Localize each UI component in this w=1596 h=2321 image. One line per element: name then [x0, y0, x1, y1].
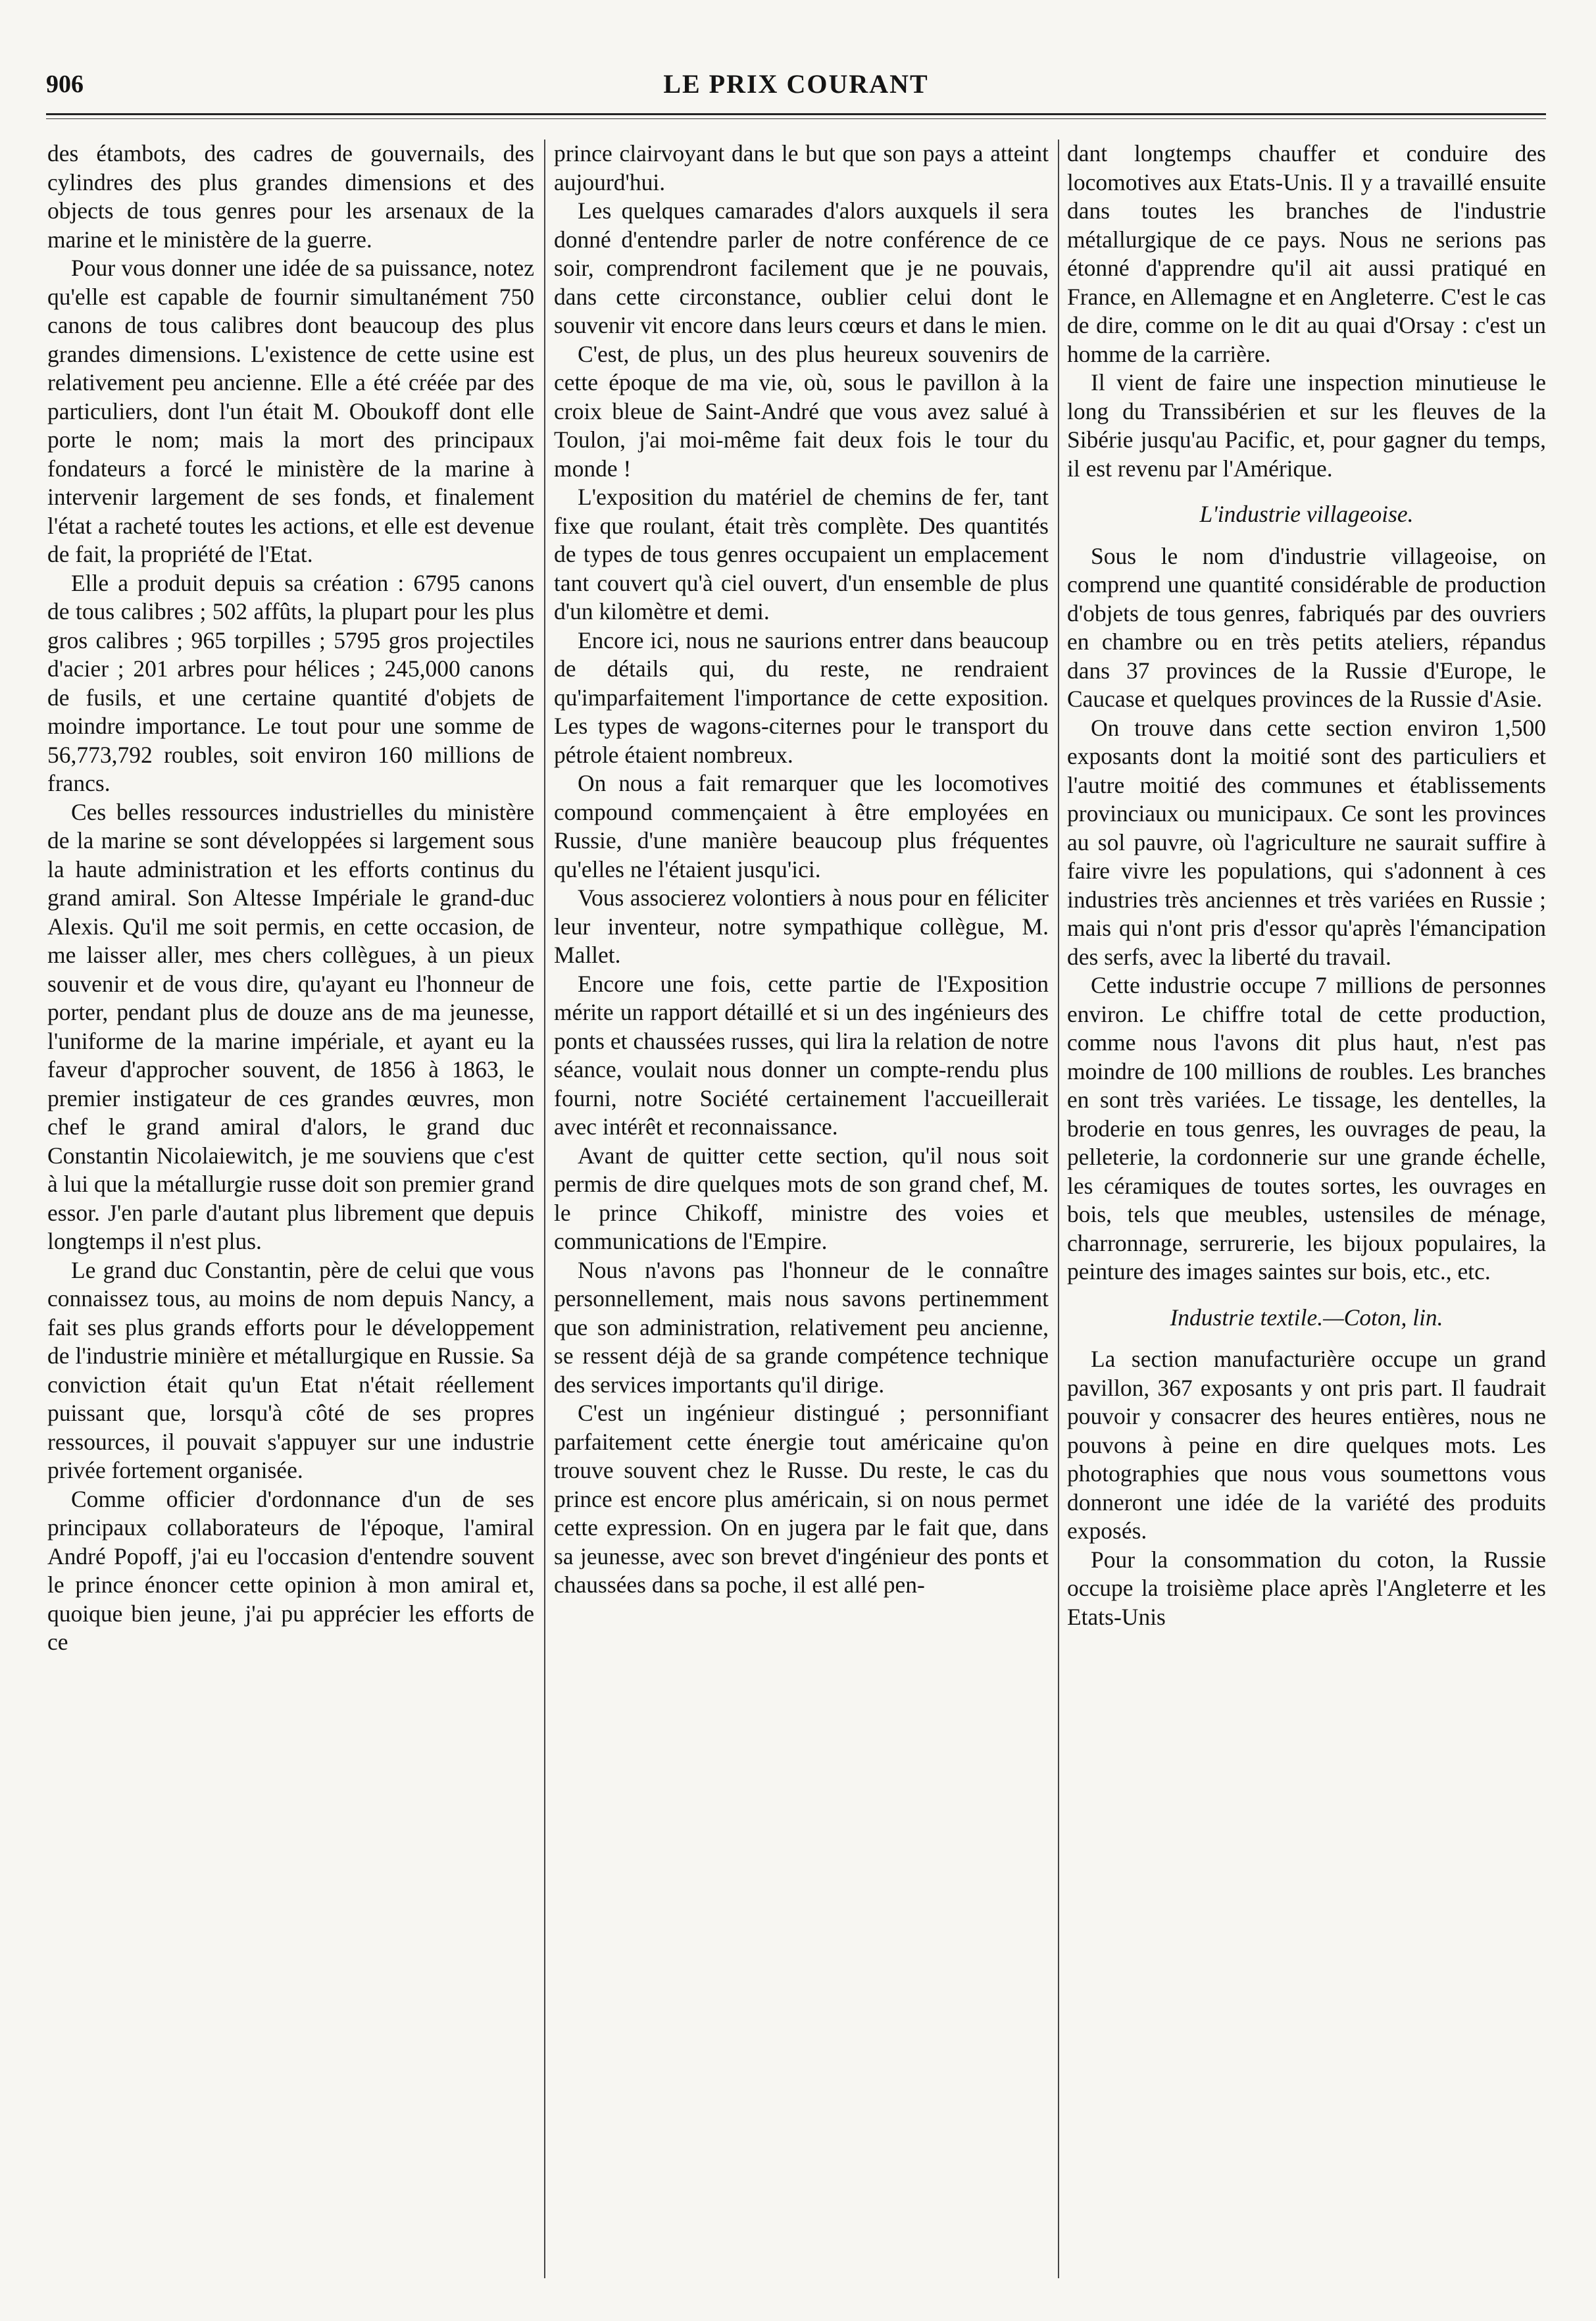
paragraph-continued: dant longtemps chauffer et conduire des locomotives aux Etats-Unis. Il y a travaillé ensuite dans toutes les branches de l'industrie métallurgique de ce pays. Nous ne serions pas étonné d'apprendre qu'il ait aussi pratiqué en France, en Allemagne et en Angleterre. C'est le cas de dire, comme on le dit au quai d'Orsay : c'est un homme de la carrière. [1067, 140, 1546, 367]
paragraph: Encore une fois, cette partie de l'Exposition mérite un rapport détaillé et si un des ingénieurs des ponts et chaussées russes, qui lira la relation de notre séance, voulait nous donner un compte-rendu plus fourni, notre Société certainement l'accueillerait avec intérêt et reconnaissance. [554, 970, 1049, 1140]
paragraph: Il vient de faire une inspection minutieuse le long du Transsibérien et sur les fleuves de la Sibérie jusqu'au Pacific, et, pour gagner du temps, il est revenu par l'Amérique. [1067, 369, 1546, 482]
page-header [46, 58, 1546, 104]
paragraph: Ces belles ressources industrielles du ministère de la marine se sont développées si largement sous la haute administration et les efforts continus du grand amiral. Son Altesse Impériale le grand-duc Alexis. Qu'il me soit permis, en cette occasion, de me laisser aller, mes chers collègues, à un pieux souvenir et de vous dire, qu'ayant eu l'honneur de porter, pendant plus de douze ans de ma jeunesse, l'uniforme de la marine impériale, et ayant eu la faveur d'approcher souvent, de 1856 à 1863, le premier instigateur de ces grandes œuvres, mon chef le grand amiral d'alors, le grand duc Constantin Nicolaiewitch, je me souviens que c'est à lui que la métallurgie russe doit son premier grand essor. J'en parle d'autant plus librement que depuis longtemps il n'est plus. [47, 798, 534, 1254]
running-title: LE PRIX COURANT [663, 69, 929, 99]
paragraph: Cette industrie occupe 7 millions de personnes environ. Le chiffre total de cette production, comme nous l'avons dit plus haut, n'est pas moindre de 100 millions de roubles. Les branches en sont très variées. Le tissage, les dentelles, la broderie en tous genres, les ouvrages de peau, la pelleterie, la cordonnerie sur une grande échelle, les céramiques de toutes sortes, les ouvrages en bois, tels que meubles, ustensiles de ménage, charronnage, serrurerie, les bijoux populaires, la peinture des images saintes sur bois, etc., etc. [1067, 972, 1546, 1285]
paragraph: On nous a fait remarquer que les locomotives compound commençaient à être employées en Russie, d'une manière beaucoup plus fréquentes qu'elles ne l'étaient jusqu'ici. [554, 770, 1049, 882]
paragraph: Pour vous donner une idée de sa puissance, notez qu'elle est capable de fournir simultanément 750 canons de tous calibres dont beaucoup des plus grandes dimensions. L'existence de cette usine est relativement peu ancienne. Elle a été créée par des particuliers, dont l'un était M. Oboukoff dont elle porte le nom; mais la mort des principaux fondateurs a forcé le ministère de la marine à intervenir largement de ses fonds, et finalement l'état a racheté toutes les actions, et elle est devenue de fait, la propriété de l'Etat. [47, 255, 534, 567]
column-separator [544, 140, 545, 2278]
section-heading: L'industrie villageoise. [1199, 501, 1414, 527]
paragraph: Sous le nom d'industrie villageoise, on comprend une quantité considérable de production d'objets de tous genres, fabriqués par des ouvriers en chambre ou en très petits ateliers, répandus dans 37 provinces de la Russie d'Europe, le Caucase et quelques provinces de la Russie d'Asie. [1067, 542, 1546, 712]
section-heading: Industrie textile.—Coton, lin. [1170, 1304, 1443, 1331]
paragraph: Les quelques camarades d'alors auxquels il sera donné d'entendre parler de notre conférence de ce soir, comprendront facilement que je ne pouvais, dans cette circonstance, oublier celui dont le souvenir vit encore dans leurs cœurs et dans le mien. [554, 197, 1049, 338]
paragraph: Avant de quitter cette section, qu'il nous soit permis de dire quelques mots de son grand chef, M. le prince Chikoff, ministre des voies et communications de l'Empire. [554, 1142, 1049, 1254]
paragraph: C'est un ingénieur distingué ; personnifiant parfaitement cette énergie tout américaine qu'on trouve souvent chez le Russe. Du reste, le cas du prince est encore plus américain, si on nous permet cette expression. On en jugera par le fait que, dans sa jeunesse, avec son brevet d'ingénieur des ponts et chaussées dans sa poche, il est allé pen- [554, 1400, 1049, 1598]
page-number: 906 [46, 70, 84, 98]
paragraph: L'exposition du matériel de chemins de fer, tant fixe que roulant, était très complète. Des quantités de types de tous genres occupaient un emplacement tant couvert qu'à ciel ouvert, d'un ensemble de plus d'un kilomètre et demi. [554, 484, 1049, 625]
paragraph: La section manufacturière occupe un grand pavillon, 367 exposants y ont pris part. Il faudrait pouvoir y consacrer des heures entières, nous ne pouvons à peine en dire quelques mots. Les photographies que nous vous soumettons vous donneront une idée de la variété des produits exposés. [1067, 1346, 1546, 1544]
paragraph: Pour la consommation du coton, la Russie occupe la troisième place après l'Angleterre et les Etats-Unis [1067, 1546, 1546, 1630]
paragraph: Elle a produit depuis sa création : 6795 canons de tous calibres ; 502 affûts, la plupart pour les plus gros calibres ; 965 torpilles ; 5795 gros projectiles d'acier ; 201 arbres pour hélices ; 245,000 canons de fusils, et une certaine quantité d'objets de moindre importance. Le tout pour une somme de 56,773,792 roubles, soit environ 160 millions de francs. [47, 569, 534, 796]
paragraph: Le grand duc Constantin, père de celui que vous connaissez tous, au moins de nom depuis Nancy, a fait ses plus grands efforts pour le développement de l'industrie minière et métallurgique en Russie. Sa conviction était qu'un Etat n'était réellement puissant que, lorsqu'à côté de ses propres ressources, il pouvait s'appuyer sur une industrie privée fortement organisée. [47, 1256, 534, 1483]
paragraph: Encore ici, nous ne saurions entrer dans beaucoup de détails qui, du reste, ne rendraient qu'imparfaitement l'importance de cette exposition. Les types de wagons-citernes pour le transport du pétrole étaient nombreux. [554, 626, 1049, 768]
header-rule [46, 113, 1546, 115]
paragraph: On trouve dans cette section environ 1,500 exposants dont la moitié sont des particuliers et l'autre moitié des communes et établissements provinciaux ou municipaux. Ce sont les provinces au sol pauvre, où l'agriculture ne saurait suffire à faire vivre les populations, qui s'adonnent à ces industries très anciennes et très variées en Russie ; mais qui n'ont pris d'essor qu'après l'émancipation des serfs, avec la liberté du travail. [1067, 714, 1546, 970]
text-column-1 [47, 140, 534, 2285]
paragraph-continued: prince clairvoyant dans le but que son pays a atteint aujourd'hui. [554, 140, 1049, 195]
column-separator [1058, 140, 1059, 2278]
text-column-2 [554, 140, 1049, 2285]
paragraph: Comme officier d'ordonnance d'un de ses principaux collaborateurs de l'époque, l'amiral André Popoff, j'ai eu l'occasion d'entendre souvent le prince énoncer cette opinion à mon amiral et, quoique bien jeune, j'ai pu apprécier les efforts de ce [47, 1485, 534, 1655]
paragraph: Nous n'avons pas l'honneur de le connaître personnellement, mais nous savons pertinemment que son administration, relativement peu ancienne, se ressent déjà de sa grande compétence technique des services importants qu'il dirige. [554, 1256, 1049, 1398]
text-column-3 [1067, 140, 1546, 2285]
header-rule-thin [46, 118, 1546, 119]
paragraph: C'est, de plus, un des plus heureux souvenirs de cette époque de ma vie, où, sous le pavillon à la croix bleue de Saint-André que vous avez salué à Toulon, j'ai moi-même fait deux fois le tour du monde ! [554, 340, 1049, 482]
paragraph-continued: des étambots, des cadres de gouvernails, des cylindres des plus grandes dimensions et des objects de tous genres pour les arsenaux de la marine et le ministère de la guerre. [47, 140, 534, 253]
paragraph: Vous associerez volontiers à nous pour en féliciter leur inventeur, notre sympathique collègue, M. Mallet. [554, 884, 1049, 968]
